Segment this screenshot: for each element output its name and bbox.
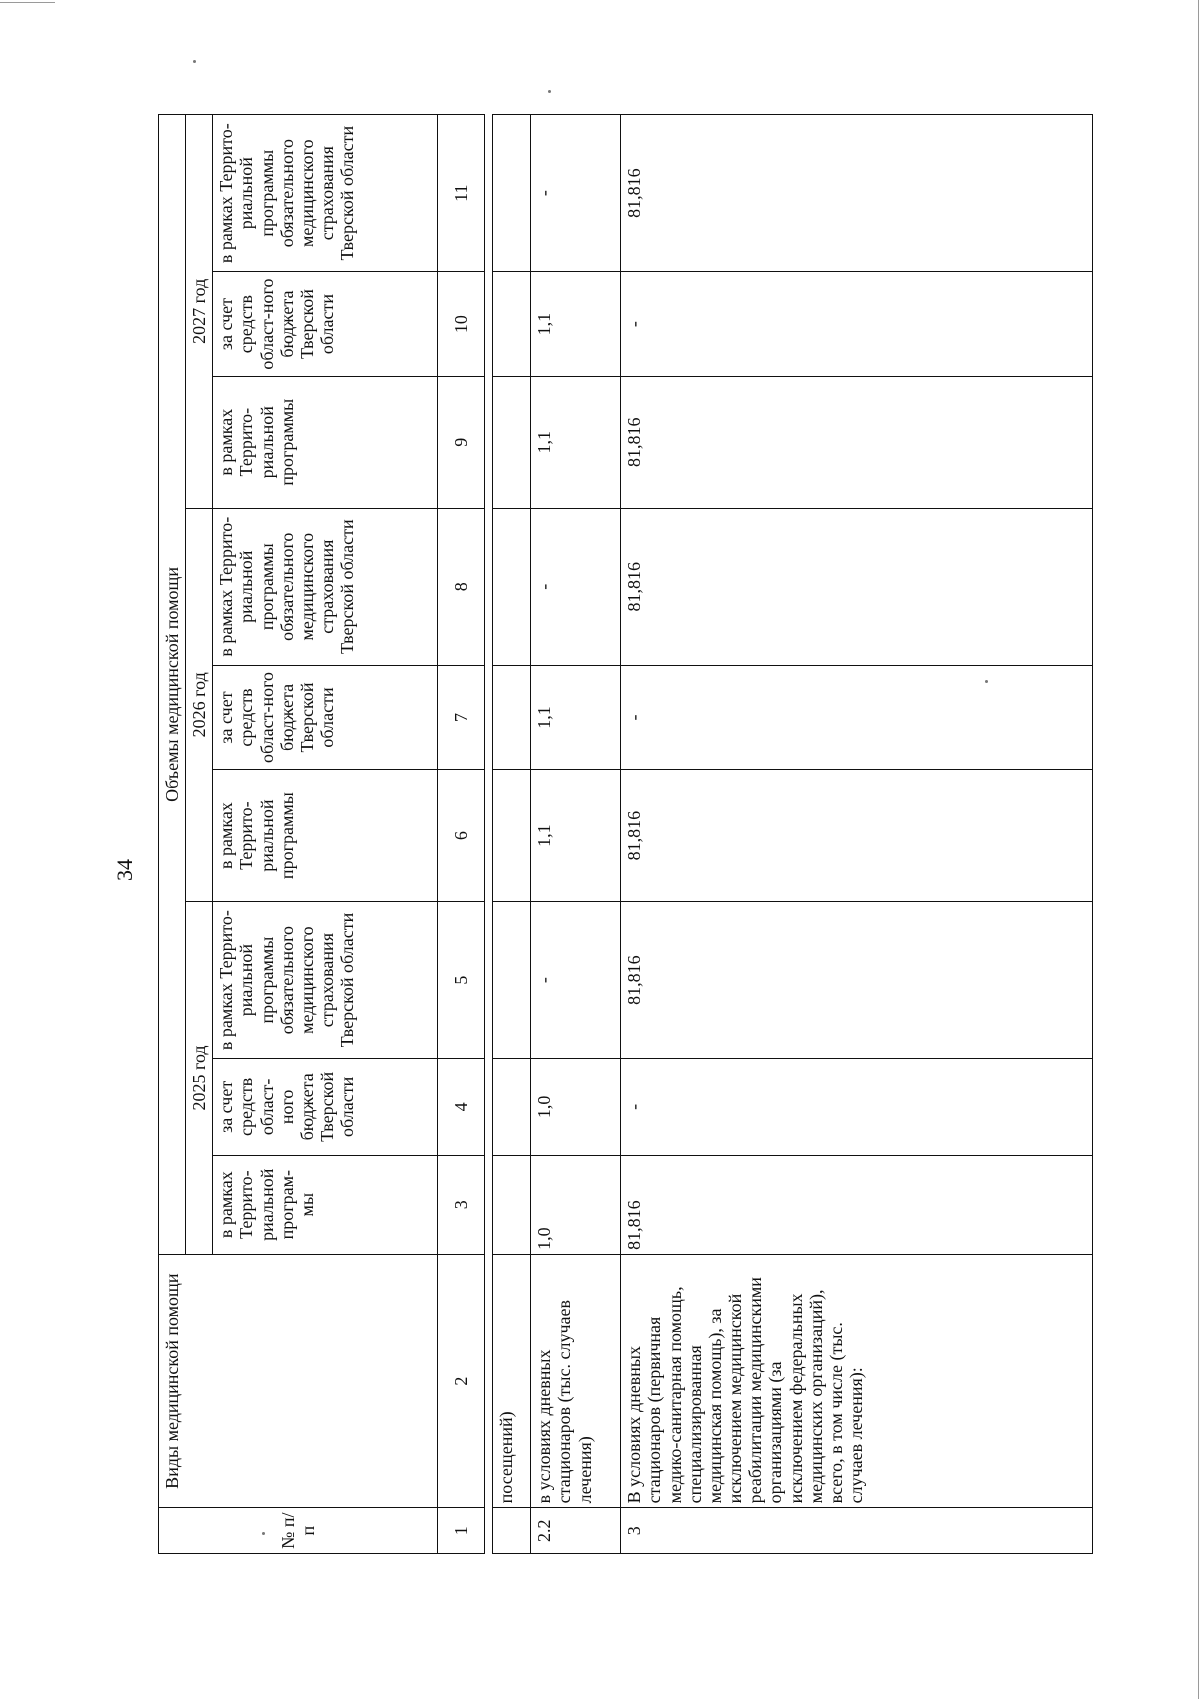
value-cell: - xyxy=(531,115,621,272)
spacer-row xyxy=(485,115,493,1554)
table-row xyxy=(621,115,1093,1554)
header-year-2026: 2026 год xyxy=(186,508,213,901)
column-number: 9 xyxy=(438,376,485,508)
empty-cell xyxy=(493,665,531,769)
value-cell: - xyxy=(621,1059,1093,1155)
row-number: 2.2 xyxy=(531,1508,621,1554)
column-number: 5 xyxy=(438,902,485,1059)
column-number: 4 xyxy=(438,1059,485,1155)
empty-cell xyxy=(493,508,531,665)
continuation-row xyxy=(493,115,531,1554)
value-cell: 1,1 xyxy=(531,272,621,376)
rotated-table-container xyxy=(158,114,1093,1554)
scan-edge-mark xyxy=(1198,0,1199,1699)
value-cell: 1,1 xyxy=(531,376,621,508)
value-cell: 81,816 xyxy=(621,1155,1093,1254)
column-number: 7 xyxy=(438,665,485,769)
header-2027-regional-budget: за счет средств област-ного бюджета Тверской области xyxy=(213,272,438,376)
column-number: 2 xyxy=(438,1254,485,1508)
continuation-no-cell xyxy=(493,1508,531,1554)
scan-speck xyxy=(548,90,551,93)
empty-cell xyxy=(493,1059,531,1155)
header-2027-territorial: в рамках Террито-риальной программы xyxy=(213,376,438,508)
value-cell: 81,816 xyxy=(621,508,1093,665)
scan-speck xyxy=(193,60,196,63)
empty-cell xyxy=(493,376,531,508)
value-cell: - xyxy=(621,272,1093,376)
header-volumes: Объемы медицинской помощи xyxy=(159,115,186,1255)
volumes-table xyxy=(158,114,1093,1554)
value-cell: - xyxy=(621,665,1093,769)
continuation-text: посещений) xyxy=(493,1254,531,1508)
empty-cell xyxy=(493,902,531,1059)
value-cell: 81,816 xyxy=(621,770,1093,902)
header-2026-oms: в рамках Террито-риальной программы обязательного медицинского страхования Тверской области xyxy=(213,508,438,665)
row-type: В условиях дневных стационаров (первичная медико-санитарная помощь, специализированная медицинская помощь), за исключением медицинской реабилитации медицинскими организациями (за исключением федеральных медицинских организаций), всего, в том числе (тыс. случаев лечения): xyxy=(621,1254,1093,1508)
column-number: 10 xyxy=(438,272,485,376)
column-number: 6 xyxy=(438,770,485,902)
value-cell: 81,816 xyxy=(621,902,1093,1059)
header-2026-territorial: в рамках Террито-риальной программы xyxy=(213,770,438,902)
header-year-2025: 2025 год xyxy=(186,902,213,1255)
value-cell: 1,1 xyxy=(531,770,621,902)
row-type: в условиях дневных стационаров (тыс. случаев лечения) xyxy=(531,1254,621,1508)
header-year-2027: 2027 год xyxy=(186,115,213,509)
empty-cell xyxy=(493,770,531,902)
value-cell: 81,816 xyxy=(621,376,1093,508)
header-2025-territorial: в рамках Террито-риальной програм-мы xyxy=(213,1155,438,1254)
column-number: 1 xyxy=(438,1508,485,1554)
spacer-cell xyxy=(485,115,493,1554)
row-number: 3 xyxy=(621,1508,1093,1554)
header-2027-oms: в рамках Террито-риальной программы обязательного медицинского страхования Тверской области xyxy=(213,115,438,272)
value-cell: 1,0 xyxy=(531,1155,621,1254)
value-cell: 81,816 xyxy=(621,115,1093,272)
header-no: № п/п xyxy=(159,1508,438,1554)
scan-edge-mark xyxy=(0,2,55,3)
empty-cell xyxy=(493,115,531,272)
empty-cell xyxy=(493,272,531,376)
table-row xyxy=(531,115,621,1554)
header-2025-oms: в рамках Террито-риальной программы обязательного медицинского страхования Тверской области xyxy=(213,902,438,1059)
value-cell: 1,1 xyxy=(531,665,621,769)
header-row-top xyxy=(159,115,186,1554)
empty-cell xyxy=(493,1155,531,1254)
header-type: Виды медицинской помощи xyxy=(159,1254,438,1508)
header-2025-regional-budget: за счет средств област-ного бюджета Тверской области xyxy=(213,1059,438,1155)
value-cell: - xyxy=(531,508,621,665)
column-number-row xyxy=(438,115,485,1554)
column-number: 3 xyxy=(438,1155,485,1254)
page-number: 34 xyxy=(112,859,137,881)
value-cell: - xyxy=(531,902,621,1059)
value-cell: 1,0 xyxy=(531,1059,621,1155)
header-2026-regional-budget: за счет средств област-ного бюджета Тверской области xyxy=(213,665,438,769)
column-number: 11 xyxy=(438,115,485,272)
column-number: 8 xyxy=(438,508,485,665)
